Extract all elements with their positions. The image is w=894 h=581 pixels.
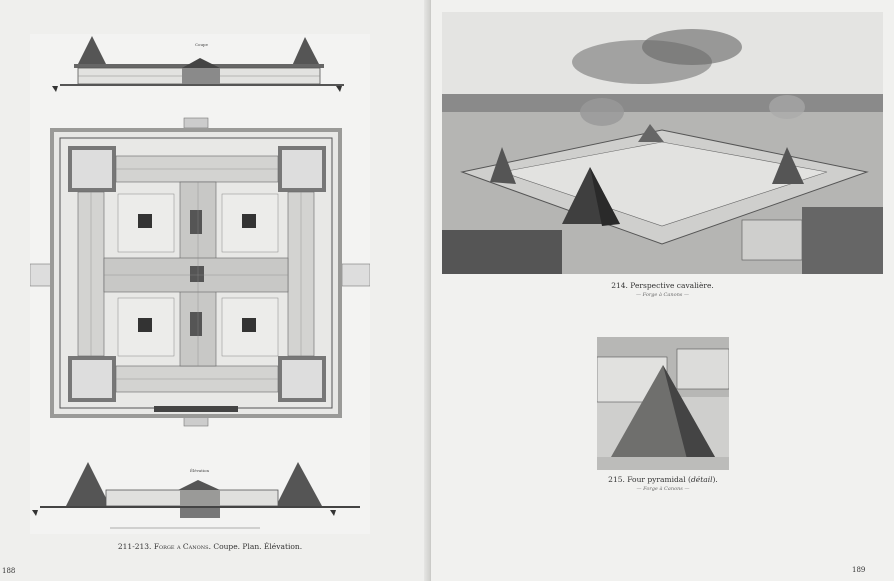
plate-label-top: Coupe	[195, 42, 208, 47]
perspective-drawing	[442, 12, 883, 274]
figure-214-subtitle: — Forge à Canons —	[636, 292, 689, 298]
plan-plate	[30, 34, 370, 534]
figure-214-number: 214.	[611, 281, 628, 290]
pyramid-detail-drawing	[597, 337, 729, 470]
caption-215	[560, 475, 766, 492]
figure-214-title: Perspective cavalière.	[630, 281, 714, 290]
pyramid-detail-engraving	[597, 337, 729, 470]
figure-215-title-end: ).	[712, 475, 718, 484]
figure-215-title: Four pyramidal (	[627, 475, 691, 484]
forge-plan-drawing	[30, 34, 370, 534]
page-number-left: 188	[2, 567, 16, 575]
caption-211-213	[60, 542, 360, 551]
caption-rest: . Coupe. Plan. Élévation.	[208, 542, 303, 551]
left-page	[0, 0, 431, 581]
perspective-engraving	[442, 12, 883, 274]
caption-title: Forge a Canons	[153, 542, 209, 551]
plan-drawing	[30, 118, 370, 426]
caption-number: 211-213.	[117, 542, 152, 551]
caption-214	[442, 281, 883, 298]
figure-215-title-em: détail	[690, 475, 713, 484]
page-number-right: 189	[852, 566, 866, 574]
plate-label-bottom: Élévation	[190, 468, 210, 473]
figure-215-number: 215.	[608, 475, 625, 484]
figure-215-subtitle: — Forge à Canons —	[636, 486, 690, 492]
